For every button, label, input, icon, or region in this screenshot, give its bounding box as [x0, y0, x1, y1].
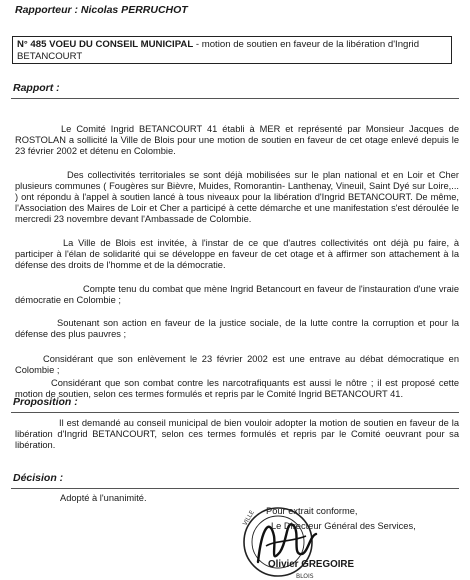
signature-line-extract: Pour extrait conforme, — [266, 506, 358, 516]
svg-text:VILLE: VILLE — [241, 509, 256, 527]
motion-heading: VOEU DU CONSEIL MUNICIPAL — [49, 39, 194, 50]
motion-subject: - motion de soutien en faveur de la libération d'Ingrid BETANCOURT — [17, 39, 420, 62]
signatory-name: Olivier GREGOIRE — [268, 559, 355, 570]
paragraph-compte-tenu: Compte tenu du combat que mène Ingrid Betancourt en faveur de l'instauration d'une vraie démocratie en Colombie ; — [15, 284, 459, 305]
signature-line-title: Le Directeur Général des Services, — [271, 521, 416, 531]
section-rapport-heading: Rapport : — [13, 82, 60, 94]
paragraph-proposition: Il est demandé au conseil municipal de bien vouloir adopter la motion de soutien en faveur de la libération d'Ingrid BETANCOURT, selon ces termes formulés et repris par le Comité oeuvrant pour sa libération. — [15, 418, 459, 450]
paragraph-considerant-combat: Considérant que son combat contre les narcotrafiquants est aussi le nôtre ; il est proposé cette motion de soutien, selon ces termes formulés et repris par le Comité Ingrid BETANCOURT 41. — [15, 378, 459, 399]
motion-title-box — [12, 36, 452, 64]
svg-text:BLOIS: BLOIS — [296, 573, 314, 580]
rapporteur-line: Rapporteur : Nicolas PERRUCHOT — [15, 4, 188, 16]
paragraph-collectivites: Des collectivités territoriales se sont déjà mobilisées sur le plan national et en Loir et Cher plusieurs communes ( Fougères sur Bièvre, Muides, Romorantin- Lanthenay, Vineuil, Saint Dyé sur Loire,... ) ont répondu à l'appel à soutien lancé à tous niveaux pour la libération d'Ingrid BETANCOURT. De même, l'Association des Maires de Loir et Cher a participé à cette démarche et une manifestation s'est déroulée le mercredi 23 novembre devant l'Ambassade de Colombie. — [15, 170, 459, 224]
paragraph-considerant-enlevement: Considérant que son enlèvement le 23 février 2002 est une entrave au débat démocratique en Colombie ; — [15, 354, 459, 375]
section-divider — [11, 488, 459, 489]
section-divider — [11, 412, 459, 413]
section-proposition-heading: Proposition : — [13, 396, 78, 408]
section-decision-heading: Décision : — [13, 472, 64, 484]
paragraph-ville-blois: La Ville de Blois est invitée, à l'instar de ce que d'autres collectivités ont déjà pu faire, à participer à l'élan de solidarité qui se développe en faveur de cet otage et à affirmer son attachement à la défense des droits de l'homme et de la démocratie. — [15, 238, 459, 270]
paragraph-comite: Le Comité Ingrid BETANCOURT 41 établi à MER et représenté par Monsieur Jacques de ROSTOLAN a sollicité la Ville de Blois pour une motion de soutien en faveur de cet otage enlevé depuis le 23 février 2002 et détenu en Colombie. — [15, 124, 459, 156]
section-divider — [11, 98, 459, 99]
motion-number: N° 485 — [17, 39, 47, 50]
paragraph-soutenant: Soutenant son action en faveur de la justice sociale, de la lutte contre la corruption et pour la défense des plus pauvres ; — [15, 318, 459, 339]
decision-text: Adopté à l'unanimité. — [60, 493, 147, 503]
